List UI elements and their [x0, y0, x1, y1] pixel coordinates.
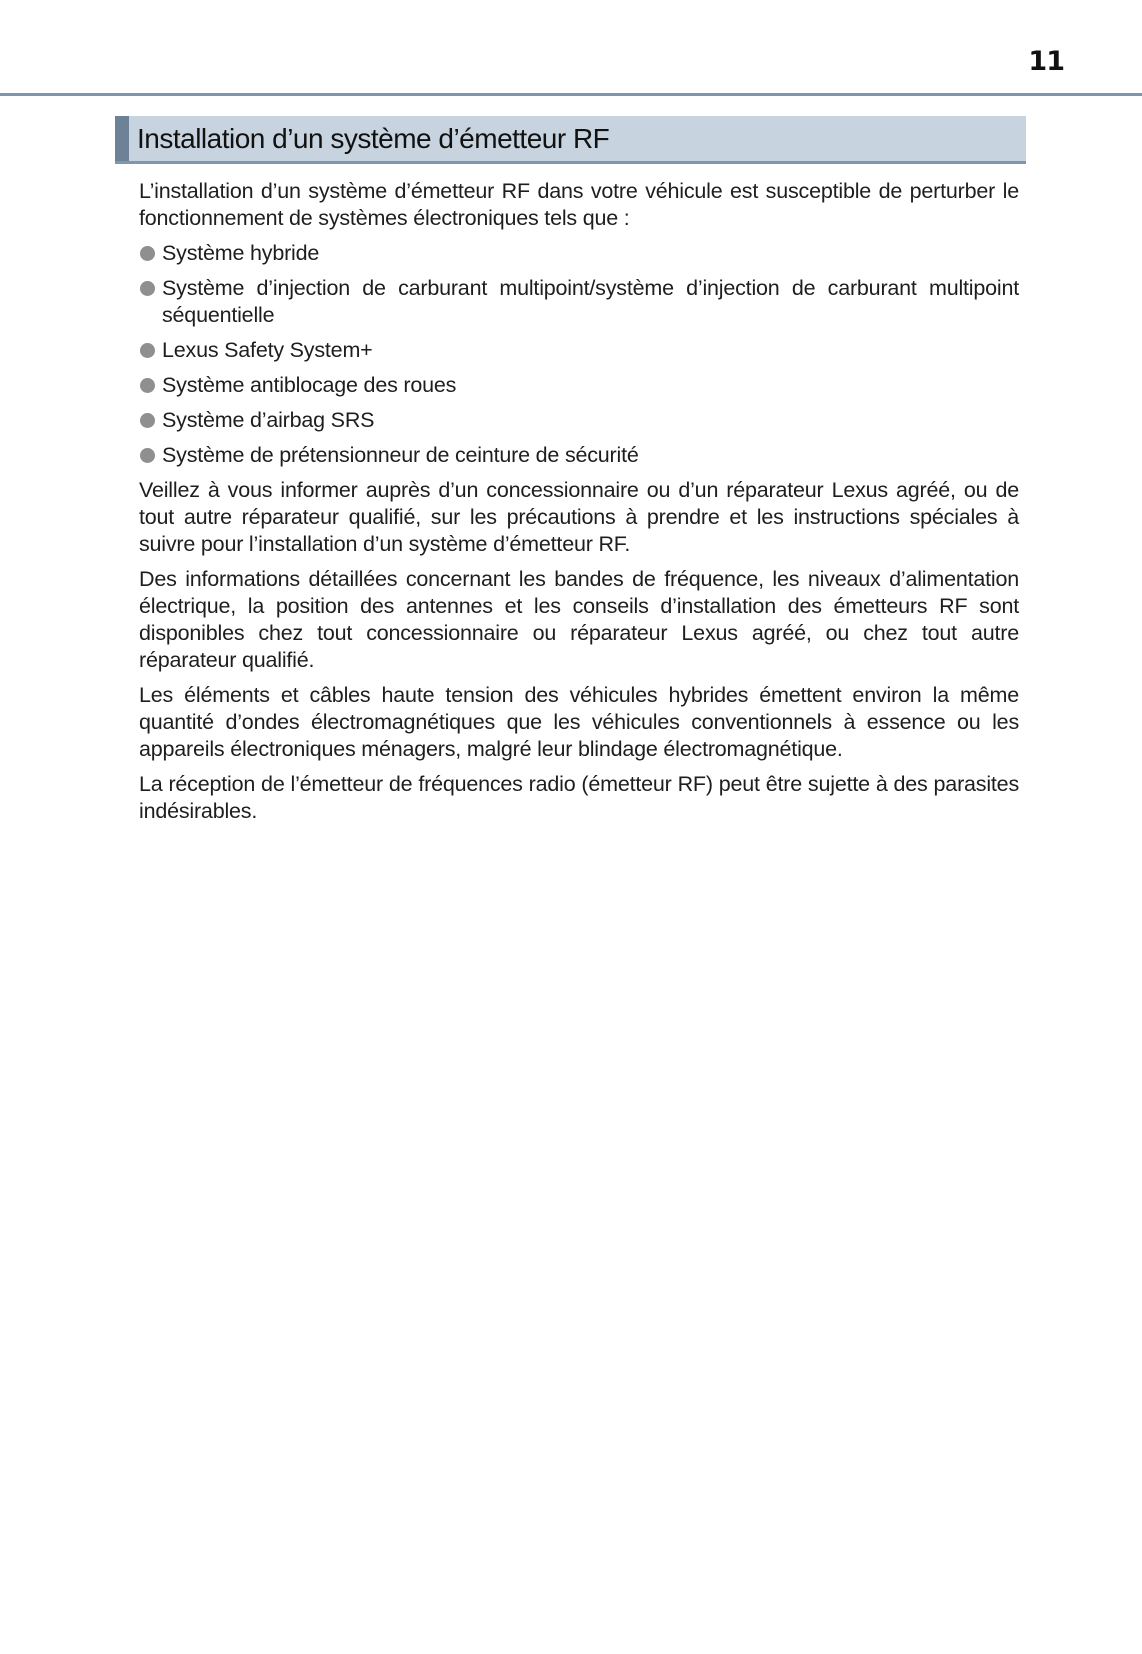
circle-bullet-icon — [140, 378, 155, 393]
section-accent-bar — [115, 116, 129, 161]
page-content — [139, 178, 1019, 833]
dealer-advice-paragraph: Veillez à vous informer auprès d’un concessionnaire ou d’un réparateur Lexus agréé, ou de tout autre réparateur qualifié, sur les précautions à prendre et les instructions spéciales à suivre pour l’installation d’un système d’émetteur RF. — [139, 478, 1019, 556]
list-item — [139, 240, 1019, 267]
page-number: 11 — [1028, 46, 1064, 77]
section-title: Installation d’un système d’émetteur RF — [137, 123, 610, 154]
list-item-text: Système d’airbag SRS — [162, 408, 375, 432]
list-item-text: Système d’injection de carburant multipoint/système d’injection de carburant multipoint séquentielle — [162, 276, 1019, 327]
circle-bullet-icon — [140, 343, 155, 358]
circle-bullet-icon — [140, 246, 155, 261]
list-item-text: Système hybride — [162, 241, 320, 265]
list-item — [139, 442, 1019, 469]
system-list — [139, 240, 1019, 469]
list-item-text: Système antiblocage des roues — [162, 373, 457, 397]
circle-bullet-icon — [140, 281, 155, 296]
list-item-text: Système de prétensionneur de ceinture de sécurité — [162, 443, 639, 467]
header-rule — [0, 93, 1142, 96]
reception-paragraph: La réception de l’émetteur de fréquences radio (émetteur RF) peut être sujette à des parasites indésirables. — [139, 772, 1019, 823]
frequency-info-paragraph: Des informations détaillées concernant les bandes de fréquence, les niveaux d’alimentation électrique, la position des antennes et les conseils d’installation des émetteurs RF sont disponibles chez tout concessionnaire ou réparateur Lexus agréé, ou chez tout autre réparateur qualifié. — [139, 567, 1019, 672]
high-voltage-paragraph: Les éléments et câbles haute tension des véhicules hybrides émettent environ la même quantité d’ondes électromagnétiques que les véhicules conventionnels à essence ou les appareils électroniques ménagers, malgré leur blindage électromagnétique. — [139, 683, 1019, 761]
list-item-text: Lexus Safety System+ — [162, 338, 373, 362]
list-item — [139, 337, 1019, 364]
circle-bullet-icon — [140, 448, 155, 463]
intro-paragraph: L’installation d’un système d’émetteur RF dans votre véhicule est susceptible de perturber le fonctionnement de systèmes électroniques tels que : — [139, 179, 1019, 230]
list-item — [139, 372, 1019, 399]
list-item — [139, 407, 1019, 434]
circle-bullet-icon — [140, 413, 155, 428]
list-item — [139, 275, 1019, 329]
section-header — [115, 116, 1026, 164]
